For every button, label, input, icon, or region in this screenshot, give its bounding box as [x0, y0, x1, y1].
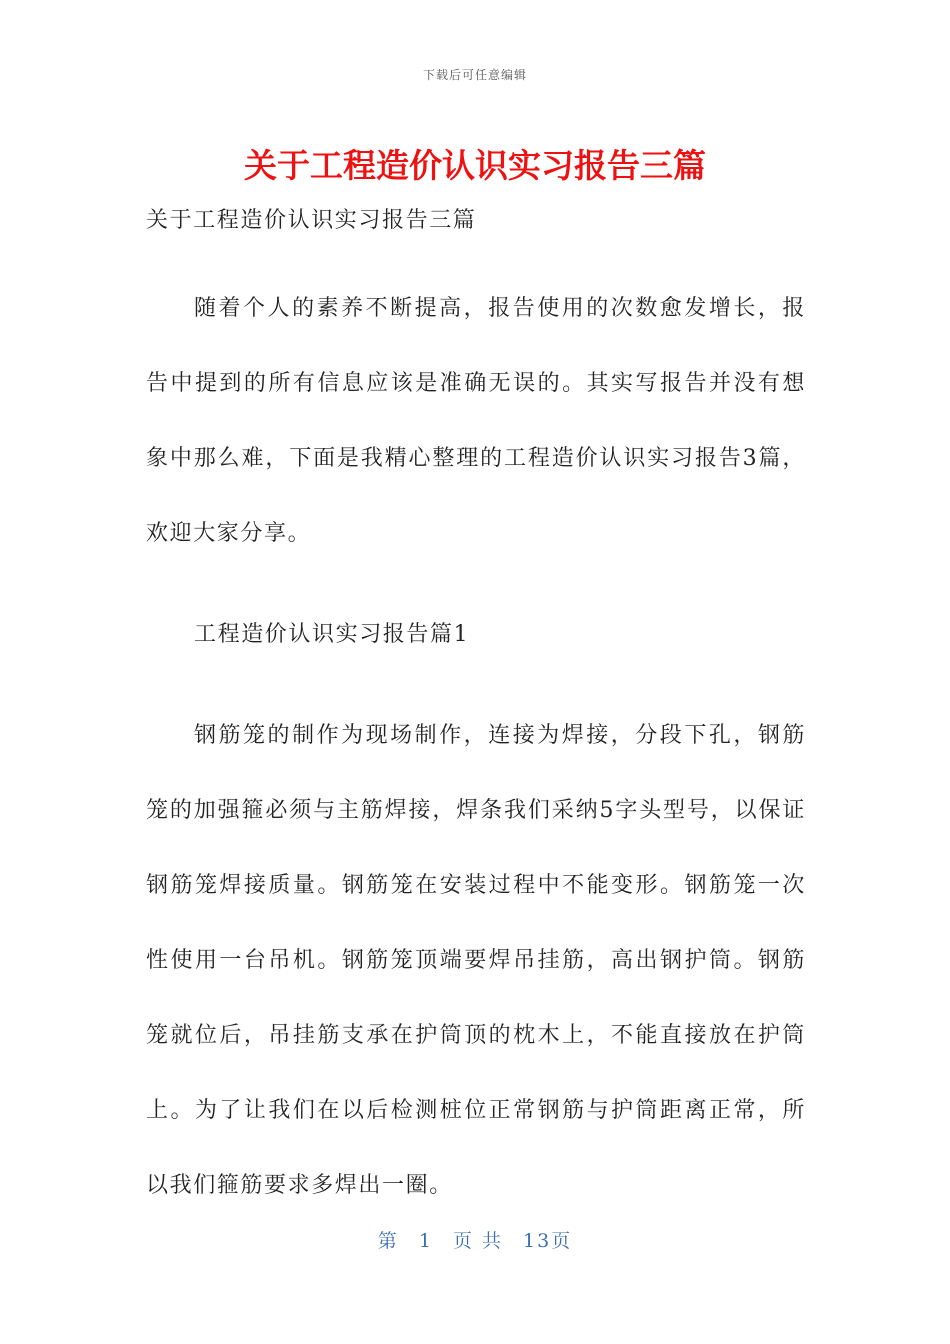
footer-prefix: 第: [377, 1230, 399, 1252]
document-title: 关于工程造价认识实习报告三篇: [244, 146, 706, 185]
footer-total: 13页: [523, 1230, 573, 1252]
section-heading: 工程造价认识实习报告篇1: [194, 622, 470, 647]
header-note: 下载后可任意编辑: [422, 68, 527, 82]
intro-paragraph: 随着个人的素养不断提高，报告使用的次数愈发增长，报告中提到的所有信息应该是准确无误的。其实写报告并没有想象中那么难，下面是我精心整理的工程造价认识实习报告3篇，欢迎大家分享。: [146, 296, 806, 546]
page-footer: [0, 1226, 950, 1253]
footer-page-number: 1: [418, 1230, 433, 1252]
footer-middle: 页 共: [452, 1230, 503, 1252]
subtitle-line: 关于工程造价认识实习报告三篇: [146, 208, 477, 233]
document-body: [146, 196, 806, 1249]
section-paragraph: 钢筋笼的制作为现场制作，连接为焊接，分段下孔，钢筋笼的加强箍必须与主筋焊接，焊条我们采纳5字头型号，以保证钢筋笼焊接质量。钢筋笼在安装过程中不能变形。钢筋笼一次性使用一台吊机。钢筋笼顶端要焊吊挂筋，高出钢护筒。钢筋笼就位后，吊挂筋支承在护筒顶的枕木上，不能直接放在护筒上。为了让我们在以后检测桩位正常钢筋与护筒距离正常，所以我们箍筋要求多焊出一圈。: [146, 723, 806, 1198]
